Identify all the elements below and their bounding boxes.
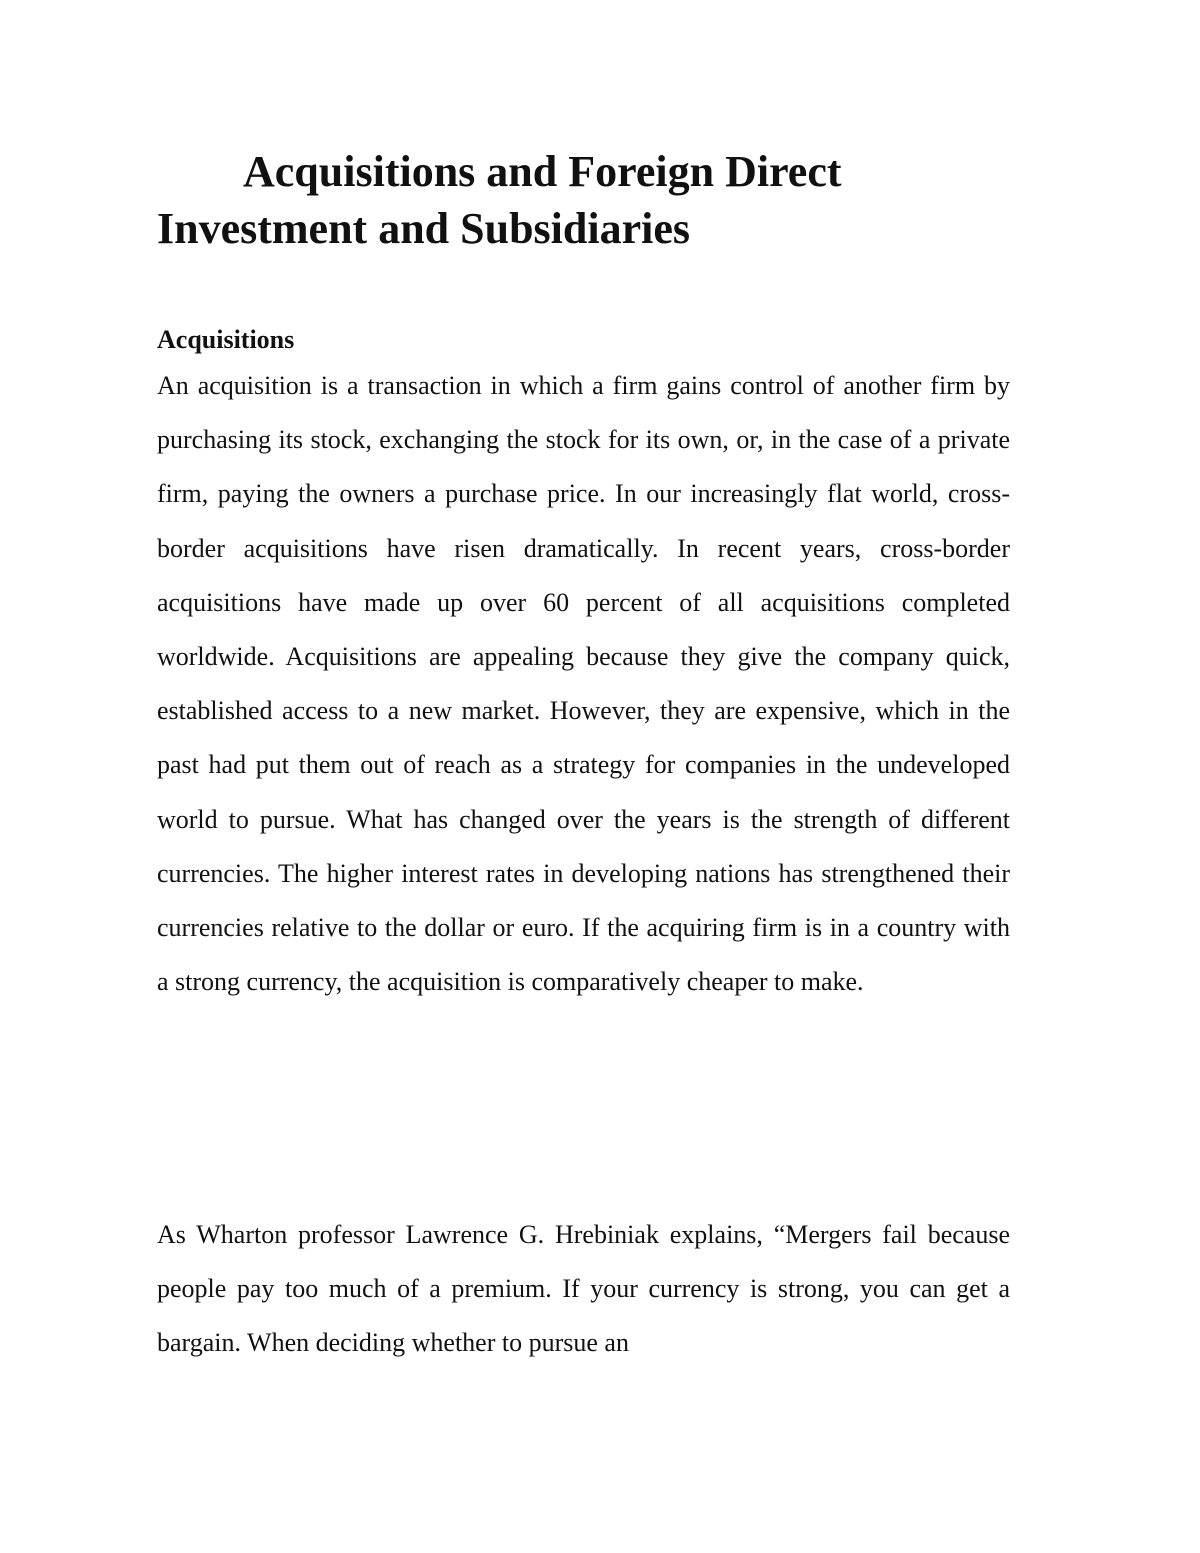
document-title: Acquisitions and Foreign Direct Investment and Subsidiaries [157,147,842,253]
body-paragraph: As Wharton professor Lawrence G. Hrebiniak explains, “Mergers fail because people pay too much of a premium. If your currency is strong, you can get a bargain. When deciding whether to pursue an [157,1220,1010,1358]
body-paragraph: An acquisition is a transaction in which a firm gains control of another firm by purchasing its stock, exchanging the stock for its own, or, in the case of a private firm, paying the owners a purchase price. In our increasingly flat world, cross-border acquisitions have risen dramatically. In recent years, cross-border acquisitions have made up over 60 percent of all acquisitions completed worldwide. Acquisitions are appealing because they give the company quick, established access to a new market. However, they are expensive, which in the past had put them out of reach as a strategy for companies in the undeveloped world to pursue. What has changed over the years is the strength of different currencies. The higher interest rates in developing nations has strengthened their currencies relative to the dollar or euro. If the acquiring firm is in a country with a strong currency, the acquisition is comparatively cheaper to make. [157,371,1010,997]
section-heading-acquisitions: Acquisitions [157,325,295,354]
